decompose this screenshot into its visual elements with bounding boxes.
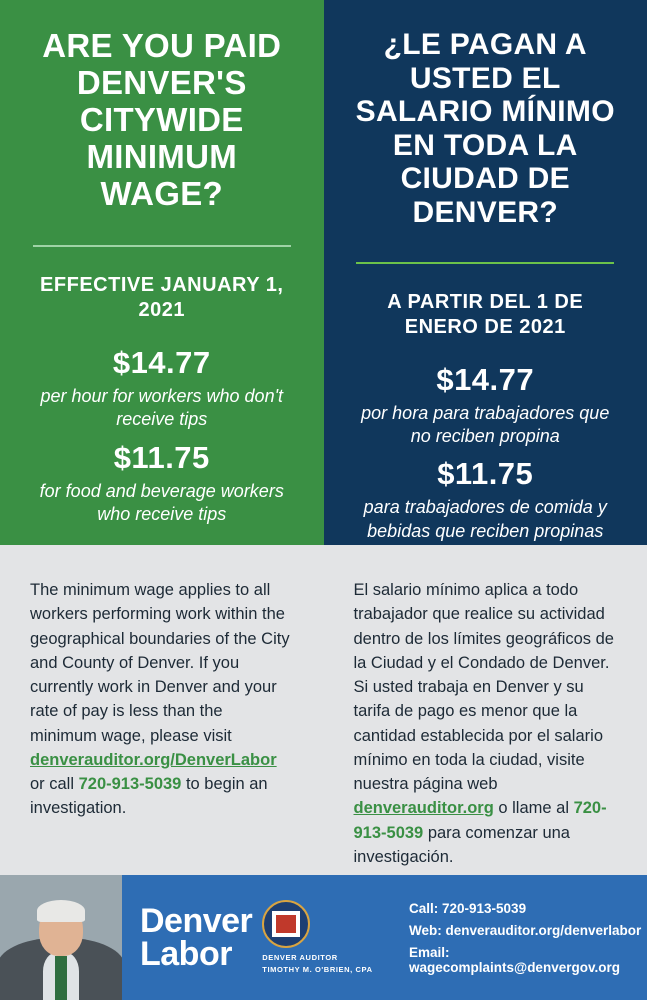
english-body-part2: or call xyxy=(30,775,79,793)
portrait-hair xyxy=(37,900,85,922)
spanish-body-part1: El salario mínimo aplica a todo trabajador que realice su actividad dentro de los límites geográficos de la Ciudad y el Condado de Denver. Si usted trabaja en Denver y su tarifa de pago es menor que la cantidad establecida por el salario mínimo en toda la ciudad, visite nuestra página web xyxy=(353,581,614,793)
english-body-part3: to begin an investigation. xyxy=(30,775,268,818)
spanish-body-column xyxy=(324,545,647,875)
contact-phone[interactable]: Call: 720-913-5039 xyxy=(409,900,527,916)
spanish-body-text xyxy=(354,578,618,869)
english-panel xyxy=(0,0,324,545)
english-body-column xyxy=(0,545,324,875)
english-website-link[interactable]: denverauditor.org/DenverLabor xyxy=(30,750,277,769)
english-phone-number[interactable]: 720-913-5039 xyxy=(78,775,182,793)
seal-emblem xyxy=(272,911,300,937)
english-body-text xyxy=(30,578,294,821)
brand-line-denver: Denver xyxy=(140,902,253,941)
english-wage-2-description: for food and beverage workers who receive tips xyxy=(39,480,284,524)
english-body-part1: The minimum wage applies to all workers performing work within the geographical boundaries of the City and County of Denver. If you currently work in Denver and your rate of pay is less than the minimum wage, please visit xyxy=(30,581,290,745)
spanish-wage-1-description: por hora para trabajadores que no reciben propina xyxy=(361,402,610,446)
contact-web[interactable]: Web: denverauditor.org/denverlabor xyxy=(409,922,642,938)
body-section xyxy=(0,545,647,875)
spanish-phone-number[interactable]: 720-913-5039 xyxy=(353,799,607,842)
contact-email[interactable]: Email: wagecomplaints@denvergov.org xyxy=(409,944,620,975)
english-effective-date: EFFECTIVE JANUARY 1, 2021 xyxy=(40,273,284,321)
brand-wordmark xyxy=(140,902,253,973)
brand-line-labor: Labor xyxy=(140,934,232,973)
spanish-body-part3: para comenzar una investigación. xyxy=(353,823,570,866)
portrait-tie xyxy=(55,956,67,1000)
english-wage-2-amount: $11.75 xyxy=(113,439,210,475)
auditor-title: DENVER AUDITOR xyxy=(262,953,338,963)
spanish-website-link[interactable]: denverauditor.org xyxy=(353,799,494,818)
spanish-body-part2: o llame al xyxy=(493,799,574,818)
english-headline: ARE YOU PAID DENVER'S CITYWIDE MINIMUM WAGE? xyxy=(42,27,282,212)
denver-city-seal-icon xyxy=(262,900,310,948)
spanish-effective-date: A PARTIR DEL 1 DE ENERO DE 2021 xyxy=(387,290,584,338)
spanish-divider xyxy=(356,262,614,264)
english-wage-1-description: per hour for workers who don't receive tips xyxy=(40,385,284,430)
spanish-wage-2-description: para trabajadores de comida y bebidas que reciben propinas xyxy=(363,497,607,541)
spanish-headline: ¿LE PAGAN A USTED EL SALARIO MÍNIMO EN TODA LA CIUDAD DE DENVER? xyxy=(355,28,615,229)
english-divider xyxy=(33,245,291,247)
auditor-portrait-photo xyxy=(0,875,122,1000)
spanish-wage-2-amount: $11.75 xyxy=(437,456,534,492)
spanish-wage-1-amount: $14.77 xyxy=(436,361,535,397)
footer-section xyxy=(0,875,647,1000)
english-wage-1-amount: $14.77 xyxy=(112,344,211,380)
denver-labor-brand xyxy=(122,875,397,1000)
auditor-name: TIMOTHY M. O'BRIEN, CPA xyxy=(262,964,373,974)
auditor-credit xyxy=(262,952,372,975)
city-seal-block xyxy=(262,900,372,975)
spanish-panel xyxy=(324,0,647,545)
contact-info xyxy=(397,875,647,1000)
